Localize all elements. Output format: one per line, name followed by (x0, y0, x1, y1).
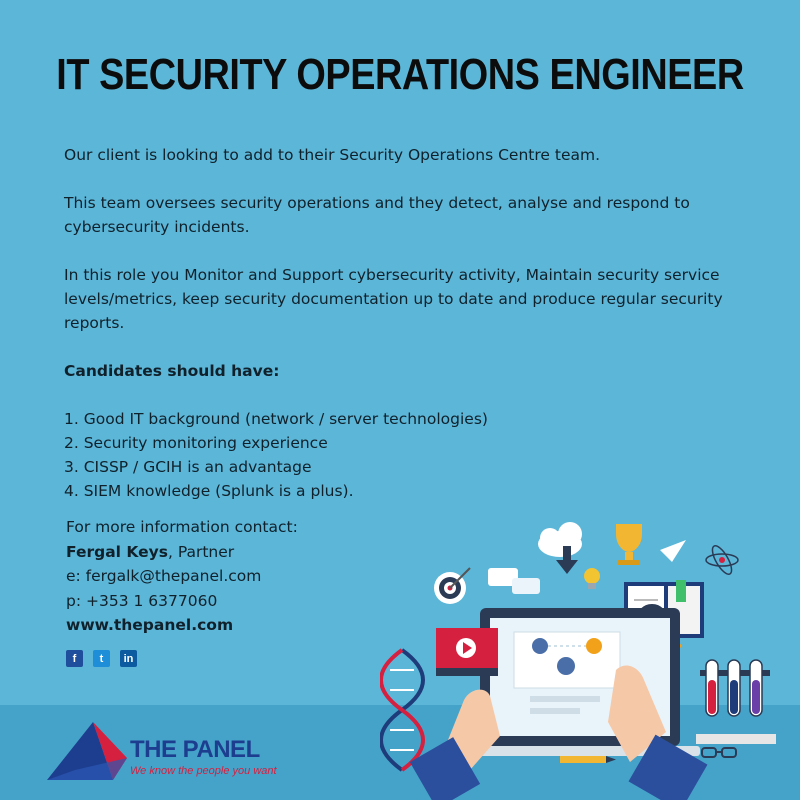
contact-person (66, 540, 298, 565)
pencil-icon (560, 756, 616, 763)
glasses-icon (702, 748, 736, 757)
contact-website-link[interactable]: www.thepanel.com (66, 616, 234, 634)
security-illustration (380, 520, 800, 800)
cloud-download-icon (538, 522, 582, 574)
logo-tagline: We know the people you want (130, 765, 277, 777)
trophy-icon (616, 524, 642, 565)
target-icon (434, 568, 470, 604)
paragraph-role: In this role you Monitor and Support cybersecurity activity, Maintain security service levels/metrics, keep security documentation up to date and produce regular security reports. (64, 266, 723, 332)
video-player-icon (436, 628, 498, 676)
facebook-icon[interactable]: f (66, 650, 83, 667)
page-title: IT SECURITY OPERATIONS ENGINEER (56, 50, 744, 99)
paragraph-team: This team oversees security operations and they detect, analyse and respond to cybersecurity incidents. (64, 194, 690, 236)
requirements-list (64, 407, 744, 503)
list-item: 4. SIEM knowledge (Splunk is a plus). (64, 482, 354, 500)
test-tubes-icon (700, 660, 770, 716)
contact-email[interactable]: e: fergalk@thepanel.com (66, 567, 262, 585)
contact-role: , Partner (167, 542, 235, 561)
twitter-icon[interactable]: t (93, 650, 110, 667)
chat-icon (488, 568, 540, 594)
paragraph-intro: Our client is looking to add to their Security Operations Centre team. (64, 146, 601, 164)
contact-intro: For more information contact: (66, 518, 298, 536)
list-item: 3. CISSP / GCIH is an advantage (64, 458, 312, 476)
ruler-icon (696, 734, 776, 744)
contact-name: Fergal Keys (66, 542, 168, 561)
job-description (64, 143, 744, 503)
contact-block (66, 515, 298, 638)
list-item: 2. Security monitoring experience (64, 434, 328, 452)
atom-icon (706, 543, 738, 577)
list-item: 1. Good IT background (network / server technologies) (64, 410, 488, 428)
contact-phone[interactable]: p: +353 1 6377060 (66, 591, 218, 610)
social-links (66, 650, 137, 667)
requirements-heading: Candidates should have: (64, 362, 280, 380)
lightbulb-icon (584, 568, 600, 589)
linkedin-icon[interactable]: in (120, 650, 137, 667)
logo-name: THE PANEL (130, 736, 260, 763)
paper-plane-icon (660, 540, 686, 562)
dna-icon (381, 650, 423, 770)
